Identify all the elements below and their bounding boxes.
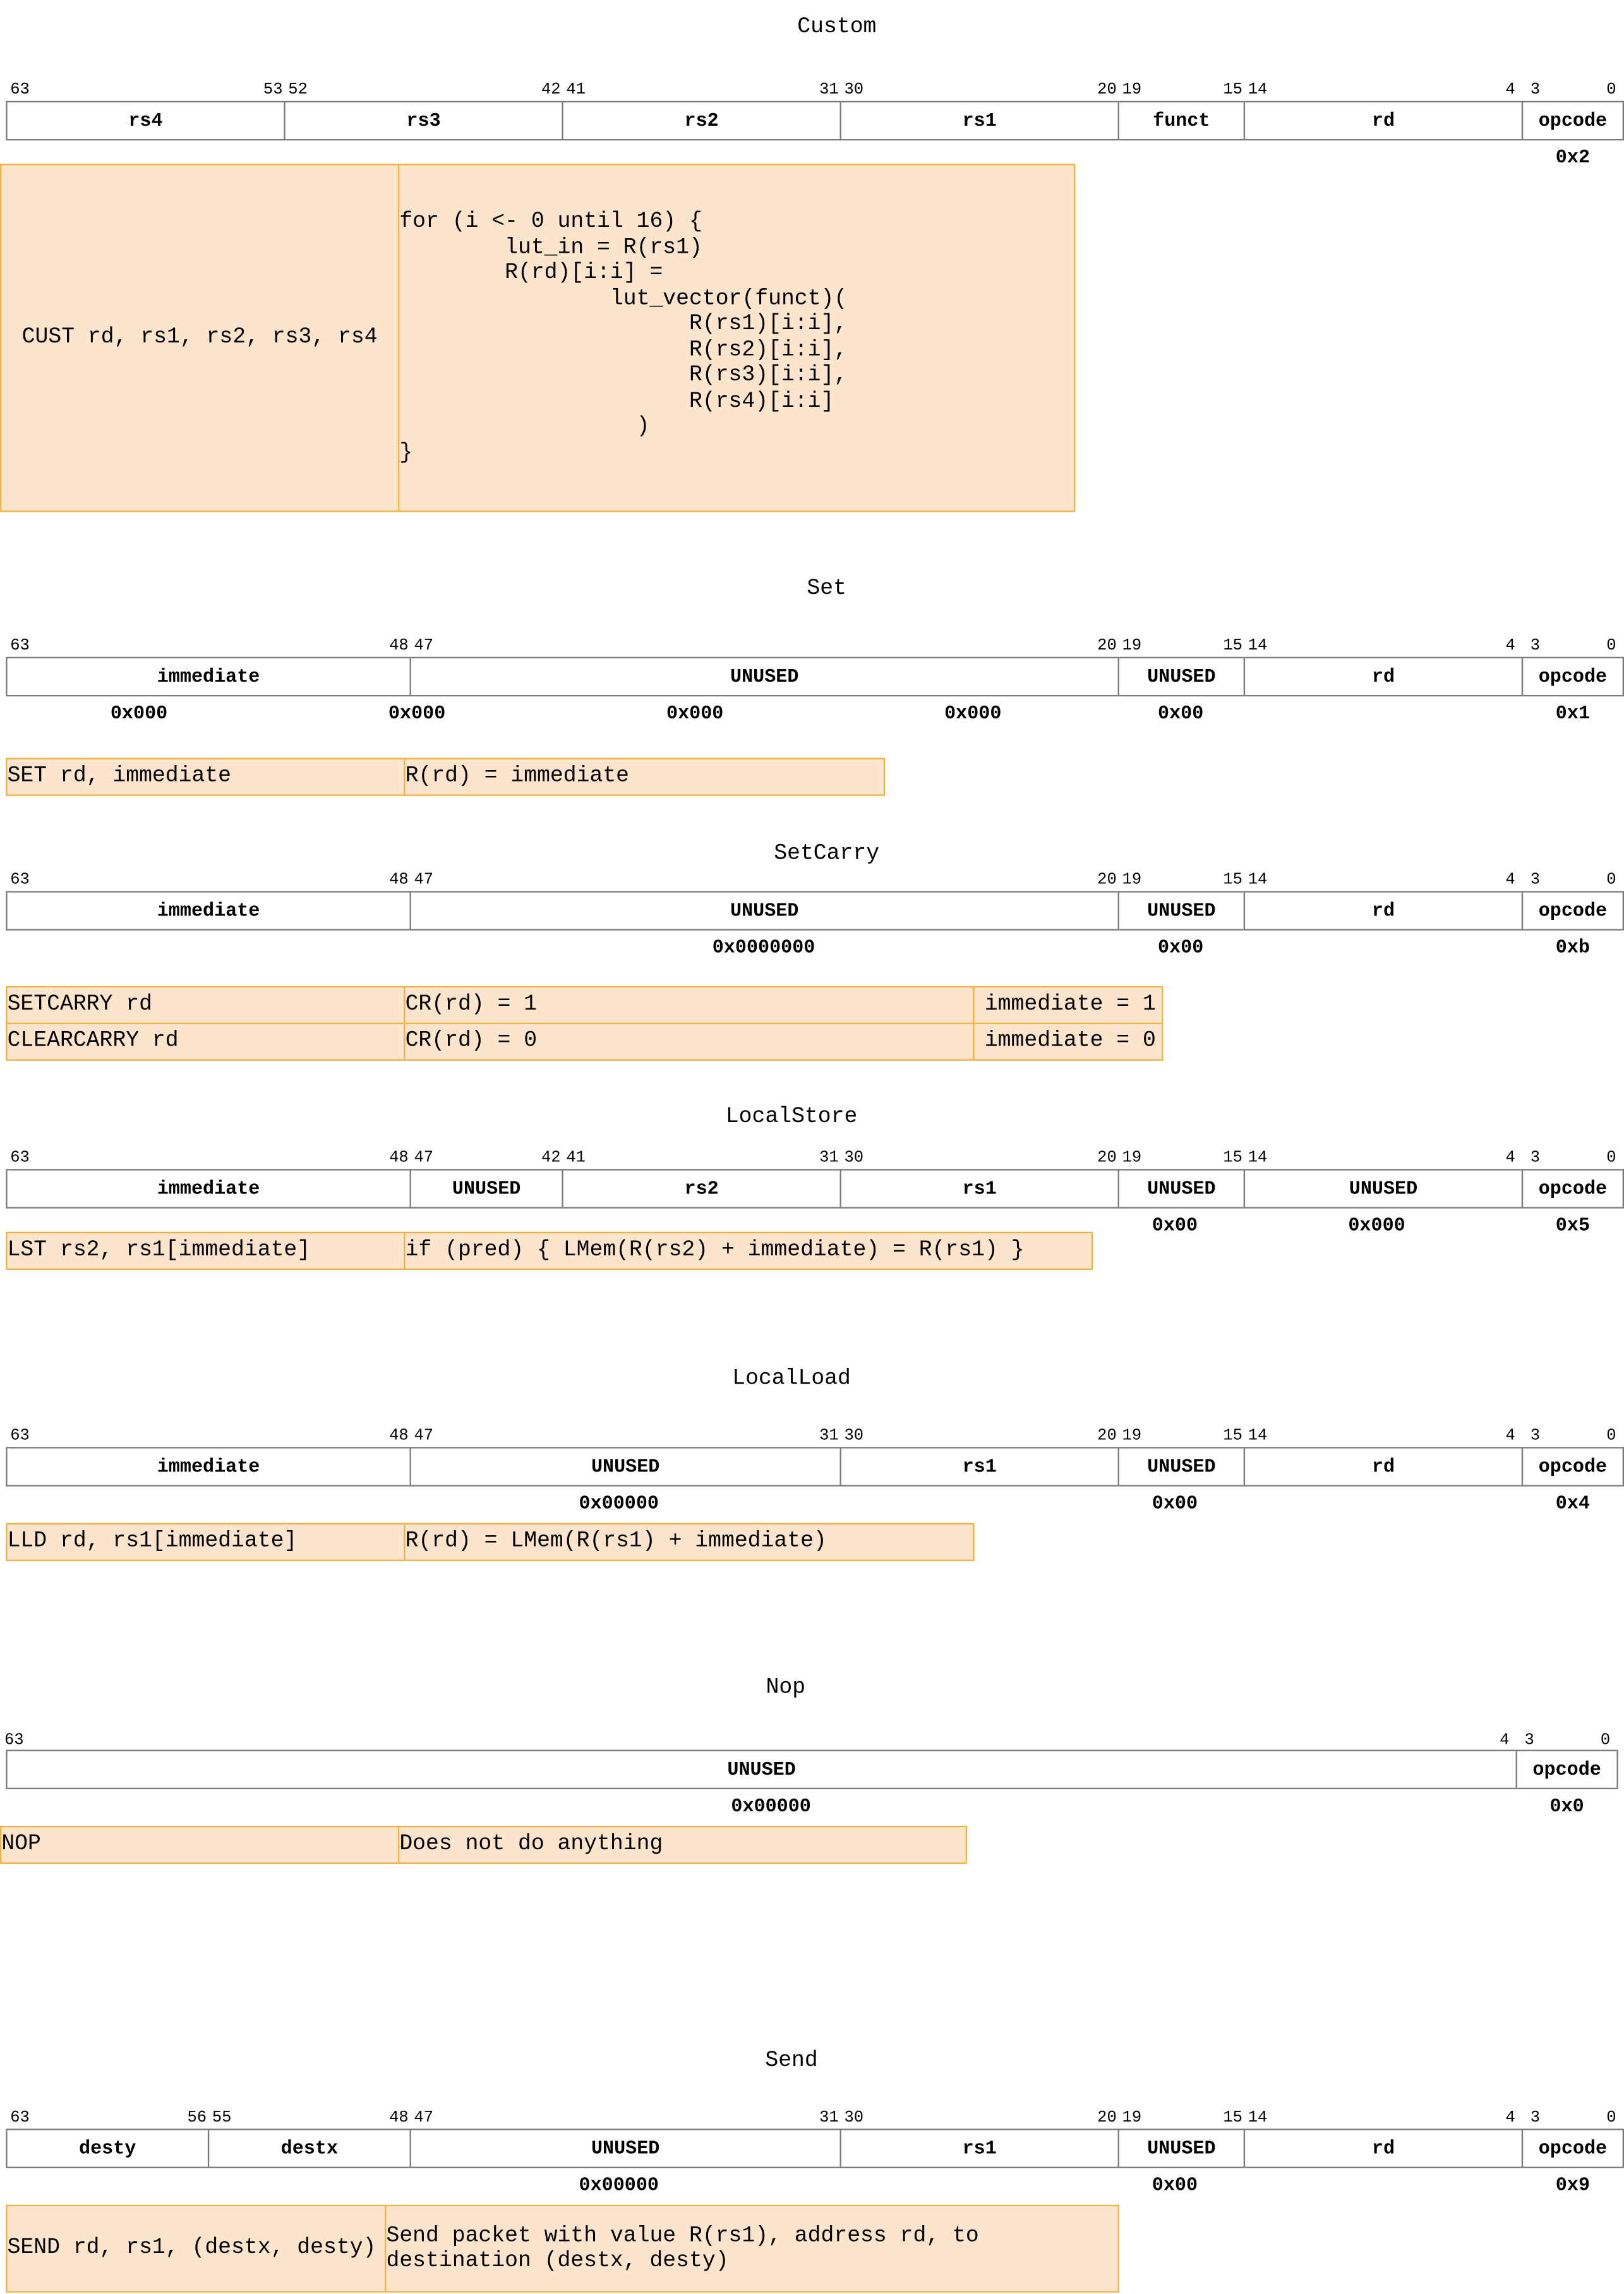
instruction-syntax: SEND rd, rs1, (destx, desty) [6, 2205, 386, 2293]
bit-number: 48 [389, 872, 409, 890]
bit-number: 20 [1097, 2110, 1117, 2128]
field-rs4: rs4 [6, 101, 285, 141]
bit-number: 30 [844, 81, 864, 100]
section-title: SetCarry [774, 841, 880, 866]
bit-number: 63 [10, 1428, 30, 1446]
field-value: 0x000 [944, 702, 1002, 725]
field-unused: UNUSED [410, 1447, 841, 1487]
bit-number: 3 [1530, 872, 1541, 890]
field-rs1: rs1 [839, 1447, 1119, 1487]
field-value: 0x00 [1152, 1214, 1198, 1236]
bit-number: 19 [1122, 81, 1142, 100]
bit-number: 31 [819, 1150, 839, 1168]
bit-number: 41 [566, 81, 586, 100]
field-value-opcode: 0x4 [1555, 1492, 1591, 1514]
bit-number: 47 [414, 872, 434, 890]
field-unused: UNUSED [1118, 1169, 1246, 1209]
bit-number: 3 [1530, 2110, 1541, 2128]
field-value-opcode: 0x0 [1549, 1795, 1584, 1818]
section-title: Send [765, 2048, 818, 2074]
field-rs1: rs1 [839, 2128, 1119, 2168]
bit-number: 47 [414, 1150, 434, 1168]
bit-number: 4 [1500, 1732, 1510, 1750]
section-title: LocalLoad [732, 1366, 851, 1392]
instruction-syntax: SET rd, immediate [6, 758, 405, 796]
field-unused: UNUSED [410, 2128, 841, 2168]
bit-number: 20 [1097, 872, 1117, 890]
field-immediate: immediate [6, 1169, 411, 1209]
field-rd: rd [1244, 891, 1523, 931]
bit-number: 63 [10, 872, 30, 890]
instruction-semantics: CR(rd) = 0 [404, 1023, 974, 1061]
bit-number: 3 [1530, 81, 1541, 100]
bit-number: 63 [4, 1732, 24, 1750]
field-unused: UNUSED [6, 1750, 1517, 1790]
bit-number: 48 [389, 1150, 409, 1168]
field-opcode: opcode [1522, 657, 1624, 697]
bit-number: 30 [844, 2110, 864, 2128]
bit-number: 48 [389, 637, 409, 656]
field-rs1: rs1 [839, 101, 1119, 141]
bit-number: 47 [414, 1428, 434, 1446]
field-opcode: opcode [1522, 1447, 1624, 1487]
field-desty: desty [6, 2128, 209, 2168]
instruction-syntax: NOP [0, 1826, 399, 1864]
bit-number: 30 [844, 1428, 864, 1446]
field-value: 0x000 [1348, 1214, 1405, 1236]
bit-number: 15 [1223, 1150, 1242, 1168]
bit-number: 0 [1606, 637, 1616, 656]
bit-number: 19 [1122, 872, 1142, 890]
bit-number: 19 [1122, 2110, 1142, 2128]
field-opcode: opcode [1522, 1169, 1624, 1209]
field-rs2: rs2 [562, 1169, 841, 1209]
field-value: 0x000 [110, 702, 168, 725]
field-value: 0x0000000 [712, 936, 815, 958]
bit-number: 3 [1530, 1150, 1541, 1168]
bit-number: 0 [1606, 81, 1616, 100]
bit-number: 15 [1223, 637, 1242, 656]
field-immediate: immediate [6, 657, 411, 697]
field-value-opcode: 0x1 [1555, 702, 1591, 725]
instruction-syntax: LLD rd, rs1[immediate] [6, 1523, 405, 1561]
field-immediate: immediate [6, 891, 411, 931]
bit-number: 20 [1097, 1428, 1117, 1446]
field-opcode: opcode [1522, 2128, 1624, 2168]
bit-number: 47 [414, 2110, 434, 2128]
bit-number: 48 [389, 2110, 409, 2128]
field-value-opcode: 0x2 [1555, 146, 1591, 169]
field-rd: rd [1244, 657, 1523, 697]
instruction-semantics: Does not do anything [398, 1826, 967, 1864]
field-value: 0x00 [1158, 702, 1204, 725]
bit-number: 63 [10, 1150, 30, 1168]
bit-number: 14 [1248, 872, 1268, 890]
field-unused: UNUSED [410, 657, 1119, 697]
bit-number: 4 [1505, 1150, 1515, 1168]
field-value-opcode: 0x9 [1555, 2174, 1591, 2196]
bit-number: 63 [10, 2110, 30, 2128]
bit-number: 4 [1505, 872, 1515, 890]
bit-number: 53 [263, 81, 283, 100]
field-unused: UNUSED [1118, 891, 1246, 931]
field-unused: UNUSED [1118, 657, 1246, 697]
bit-number: 3 [1524, 1732, 1534, 1750]
bit-number: 14 [1248, 81, 1268, 100]
bit-number: 41 [566, 1150, 586, 1168]
field-value: 0x00000 [731, 1795, 811, 1818]
bit-number: 56 [187, 2110, 207, 2128]
field-value: 0x00 [1158, 936, 1204, 958]
bit-number: 63 [10, 81, 30, 100]
field-rd: rd [1244, 101, 1523, 141]
field-rd: rd [1244, 1447, 1523, 1487]
bit-number: 31 [819, 81, 839, 100]
section-title: Set [807, 576, 846, 601]
bit-number: 15 [1223, 2110, 1242, 2128]
instruction-syntax: CUST rd, rs1, rs2, rs3, rs4 [0, 164, 399, 512]
field-unused: UNUSED [1118, 1447, 1246, 1487]
bit-number: 0 [1606, 2110, 1616, 2128]
bit-number: 0 [1606, 1150, 1616, 1168]
bit-number: 42 [541, 81, 561, 100]
field-value: 0x000 [666, 702, 724, 725]
section-title: LocalStore [725, 1104, 858, 1130]
field-unused: UNUSED [1118, 2128, 1246, 2168]
section-title: Custom [797, 15, 877, 40]
field-rs3: rs3 [284, 101, 563, 141]
field-value: 0x00 [1152, 1492, 1198, 1514]
bit-number: 3 [1530, 1428, 1541, 1446]
instruction-semantics: for (i <- 0 until 16) { lut_in = R(rs1) R(rd)[i:i] = lut_vector(funct)( R(rs1)[i:i], R(rs2)[i:i], R(rs3)[i:i], R(rs4)[i:i] ) } [398, 164, 1075, 512]
bit-number: 0 [1606, 872, 1616, 890]
bit-number: 19 [1122, 637, 1142, 656]
instruction-condition: immediate = 0 [973, 1023, 1163, 1061]
field-value-opcode: 0x5 [1555, 1214, 1591, 1236]
field-rs2: rs2 [562, 101, 841, 141]
field-value: 0x00000 [579, 2174, 659, 2196]
bit-number: 4 [1505, 81, 1515, 100]
bit-number: 20 [1097, 81, 1117, 100]
bit-number: 3 [1530, 637, 1541, 656]
bit-number: 4 [1505, 637, 1515, 656]
bit-number: 52 [288, 81, 308, 100]
bit-number: 42 [541, 1150, 561, 1168]
bit-number: 15 [1223, 81, 1242, 100]
bit-number: 55 [212, 2110, 232, 2128]
field-value: 0x00000 [579, 1492, 659, 1514]
bit-number: 20 [1097, 1150, 1117, 1168]
bit-number: 63 [10, 637, 30, 656]
bit-number: 14 [1248, 2110, 1268, 2128]
instruction-semantics: CR(rd) = 1 [404, 986, 974, 1024]
bit-number: 20 [1097, 637, 1117, 656]
section-title: Nop [766, 1675, 806, 1700]
field-value-opcode: 0xb [1555, 936, 1591, 958]
field-rs1: rs1 [839, 1169, 1119, 1209]
field-immediate: immediate [6, 1447, 411, 1487]
bit-number: 4 [1505, 1428, 1515, 1446]
instruction-condition: immediate = 1 [973, 986, 1163, 1024]
bit-number: 4 [1505, 2110, 1515, 2128]
instruction-semantics: R(rd) = LMem(R(rs1) + immediate) [404, 1523, 974, 1561]
bit-number: 19 [1122, 1150, 1142, 1168]
instruction-syntax: LST rs2, rs1[immediate] [6, 1232, 405, 1270]
instruction-semantics: if (pred) { LMem(R(rs2) + immediate) = R(rs1) } [404, 1232, 1093, 1270]
field-opcode: opcode [1522, 101, 1624, 141]
bit-number: 47 [414, 637, 434, 656]
field-unused: UNUSED [410, 1169, 563, 1209]
field-value: 0x00 [1152, 2174, 1198, 2196]
field-rd: rd [1244, 2128, 1523, 2168]
field-unused: UNUSED [410, 891, 1119, 931]
field-opcode: opcode [1516, 1750, 1618, 1790]
bit-number: 14 [1248, 637, 1268, 656]
bit-number: 14 [1248, 1428, 1268, 1446]
bit-number: 31 [819, 1428, 839, 1446]
bit-number: 19 [1122, 1428, 1142, 1446]
instruction-syntax: SETCARRY rd [6, 986, 405, 1024]
instruction-syntax: CLEARCARRY rd [6, 1023, 405, 1061]
field-opcode: opcode [1522, 891, 1624, 931]
bit-number: 0 [1600, 1732, 1611, 1750]
field-destx: destx [208, 2128, 411, 2168]
instruction-semantics: R(rd) = immediate [404, 758, 885, 796]
field-unused: UNUSED [1244, 1169, 1523, 1209]
bit-number: 30 [844, 1150, 864, 1168]
bit-number: 0 [1606, 1428, 1616, 1446]
bit-number: 15 [1223, 872, 1242, 890]
bit-number: 48 [389, 1428, 409, 1446]
bit-number: 15 [1223, 1428, 1242, 1446]
bit-number: 14 [1248, 1150, 1268, 1168]
bit-number: 31 [819, 2110, 839, 2128]
instruction-semantics: Send packet with value R(rs1), address rd, to destination (destx, desty) [385, 2205, 1119, 2293]
field-funct: funct [1118, 101, 1246, 141]
field-value: 0x000 [388, 702, 446, 725]
